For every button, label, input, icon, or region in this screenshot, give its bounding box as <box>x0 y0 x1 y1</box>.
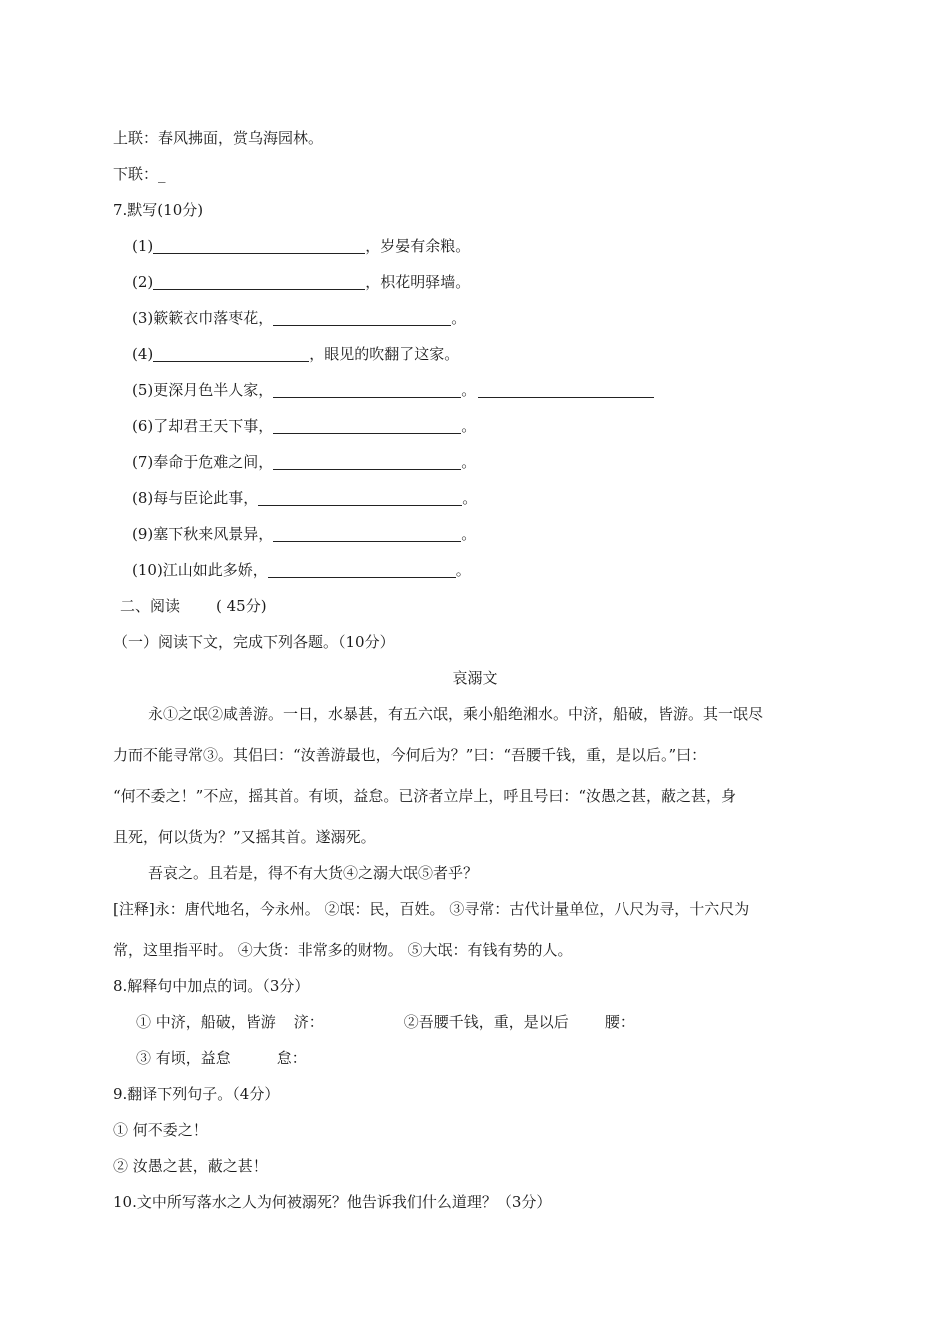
q9-item-1: ① 何不委之！ <box>113 1121 208 1139</box>
q8-item-3-word: 怠： <box>276 1049 307 1067</box>
q7-item-4 <box>132 344 459 364</box>
passage-title: 哀溺文 <box>452 669 498 687</box>
q8-item-1: ① 中济，船破，皆游 <box>136 1013 276 1031</box>
couplet-lower-label: 下联： <box>113 165 159 183</box>
q7-item-2 <box>132 272 470 292</box>
passage-note: 常，这里指平时。 ④大货：非常多的财物。 ⑤大氓：有钱有势的人。 <box>113 941 573 959</box>
q7-item-8 <box>132 488 477 508</box>
q7-item-1-post: ，岁晏有余粮。 <box>365 237 471 255</box>
section2-score: ( 45分) <box>216 597 267 615</box>
q7-item-9 <box>132 524 476 544</box>
passage-line: 吾哀之。且若是，得不有大货④之溺大氓⑤者乎？ <box>148 864 479 882</box>
q9-item-2: ② 汝愚之甚，蔽之甚！ <box>113 1157 268 1175</box>
q7-item-10-pre: (10)江山如此多娇， <box>132 561 268 579</box>
q8-item-2: ②吾腰千钱，重，是以后 <box>403 1013 569 1031</box>
q7-item-6-blank[interactable] <box>273 417 461 434</box>
q7-item-3-pre: (3)簌簌衣巾落枣花， <box>132 309 274 327</box>
passage-note: [注释]永：唐代地名，今永州。 ②氓：民，百姓。 ③寻常：古代计量单位，八尺为寻，十六尺为 <box>113 900 750 918</box>
q7-item-3-post: 。 <box>451 309 467 327</box>
q7-item-4-blank[interactable] <box>153 345 309 362</box>
q7-item-8-pre: (8)每与臣论此事， <box>132 489 259 507</box>
q7-item-8-post: 。 <box>462 489 478 507</box>
q7-item-5-blank-2[interactable] <box>478 381 654 398</box>
q7-item-5-pre: (5)更深月色半人家， <box>132 381 274 399</box>
q7-item-2-pre: (2) <box>132 273 154 291</box>
section2-label: 二、阅读 <box>120 597 181 615</box>
passage-line: “何不委之！”不应，摇其首。有顷，益怠。已济者立岸上，呼且号曰：“汝愚之甚，蔽之甚，身 <box>113 787 737 805</box>
q7-item-5 <box>132 380 654 400</box>
q10-title: 10.文中所写落水之人为何被溺死？他告诉我们什么道理？（3分） <box>113 1193 552 1211</box>
q7-item-6-post: 。 <box>461 417 477 435</box>
q7-item-6-pre: (6)了却君王天下事， <box>132 417 274 435</box>
q8-title: 8.解释句中加点的词。（3分） <box>113 977 310 995</box>
q7-title: 7.默写(10分) <box>113 201 204 219</box>
q7-item-10 <box>132 560 471 580</box>
q8-item-3: ③ 有顷，益怠 <box>136 1049 231 1067</box>
q8-row-1 <box>136 1012 635 1032</box>
q7-item-4-post: ，眼见的吹翻了这家。 <box>309 345 460 363</box>
q8-row-2 <box>136 1048 307 1068</box>
q7-item-10-post: 。 <box>455 561 471 579</box>
q7-item-1-blank[interactable] <box>153 237 365 254</box>
section2-heading <box>120 596 267 616</box>
q8-item-2-word: 腰： <box>604 1013 635 1031</box>
q7-item-2-blank[interactable] <box>153 273 365 290</box>
q7-item-4-pre: (4) <box>132 345 154 363</box>
q7-item-9-pre: (9)塞下秋来风景异， <box>132 525 274 543</box>
part1-instruction: （一）阅读下文，完成下列各题。（10分） <box>113 633 395 651</box>
q9-title: 9.翻译下列句子。（4分） <box>113 1085 280 1103</box>
q7-item-5-blank[interactable] <box>273 381 461 398</box>
q7-item-7-post: 。 <box>461 453 477 471</box>
q7-item-7-pre: (7)奉命于危难之间， <box>132 453 274 471</box>
q7-item-9-post: 。 <box>461 525 477 543</box>
passage-line: 永①之氓②咸善游。一日，水暴甚，有五六氓，乘小船绝湘水。中济，船破，皆游。其一氓尽 <box>148 705 764 723</box>
q7-item-1-pre: (1) <box>132 237 154 255</box>
couplet-lower <box>113 164 166 184</box>
q7-item-6 <box>132 416 476 436</box>
q7-item-3 <box>132 308 466 328</box>
q7-item-5-post: 。 <box>461 381 477 399</box>
q7-item-7 <box>132 452 476 472</box>
q7-item-7-blank[interactable] <box>273 453 461 470</box>
q7-item-10-blank[interactable] <box>268 561 456 578</box>
passage-line: 力而不能寻常③。其侣曰：“汝善游最也，今何后为？”曰：“吾腰千钱，重，是以后。”曰： <box>113 746 707 764</box>
q7-item-2-post: ，枳花明驿墙。 <box>365 273 471 291</box>
q8-item-1-word: 济： <box>293 1013 324 1031</box>
q7-item-3-blank[interactable] <box>273 309 451 326</box>
q7-item-9-blank[interactable] <box>273 525 461 542</box>
passage-line: 且死，何以货为？”又摇其首。遂溺死。 <box>113 828 376 846</box>
couplet-upper: 上联：春风拂面，赏乌海园林。 <box>113 129 324 147</box>
q7-item-1 <box>132 236 470 256</box>
q7-item-8-blank[interactable] <box>258 489 462 506</box>
couplet-lower-blank: _ <box>158 165 166 183</box>
